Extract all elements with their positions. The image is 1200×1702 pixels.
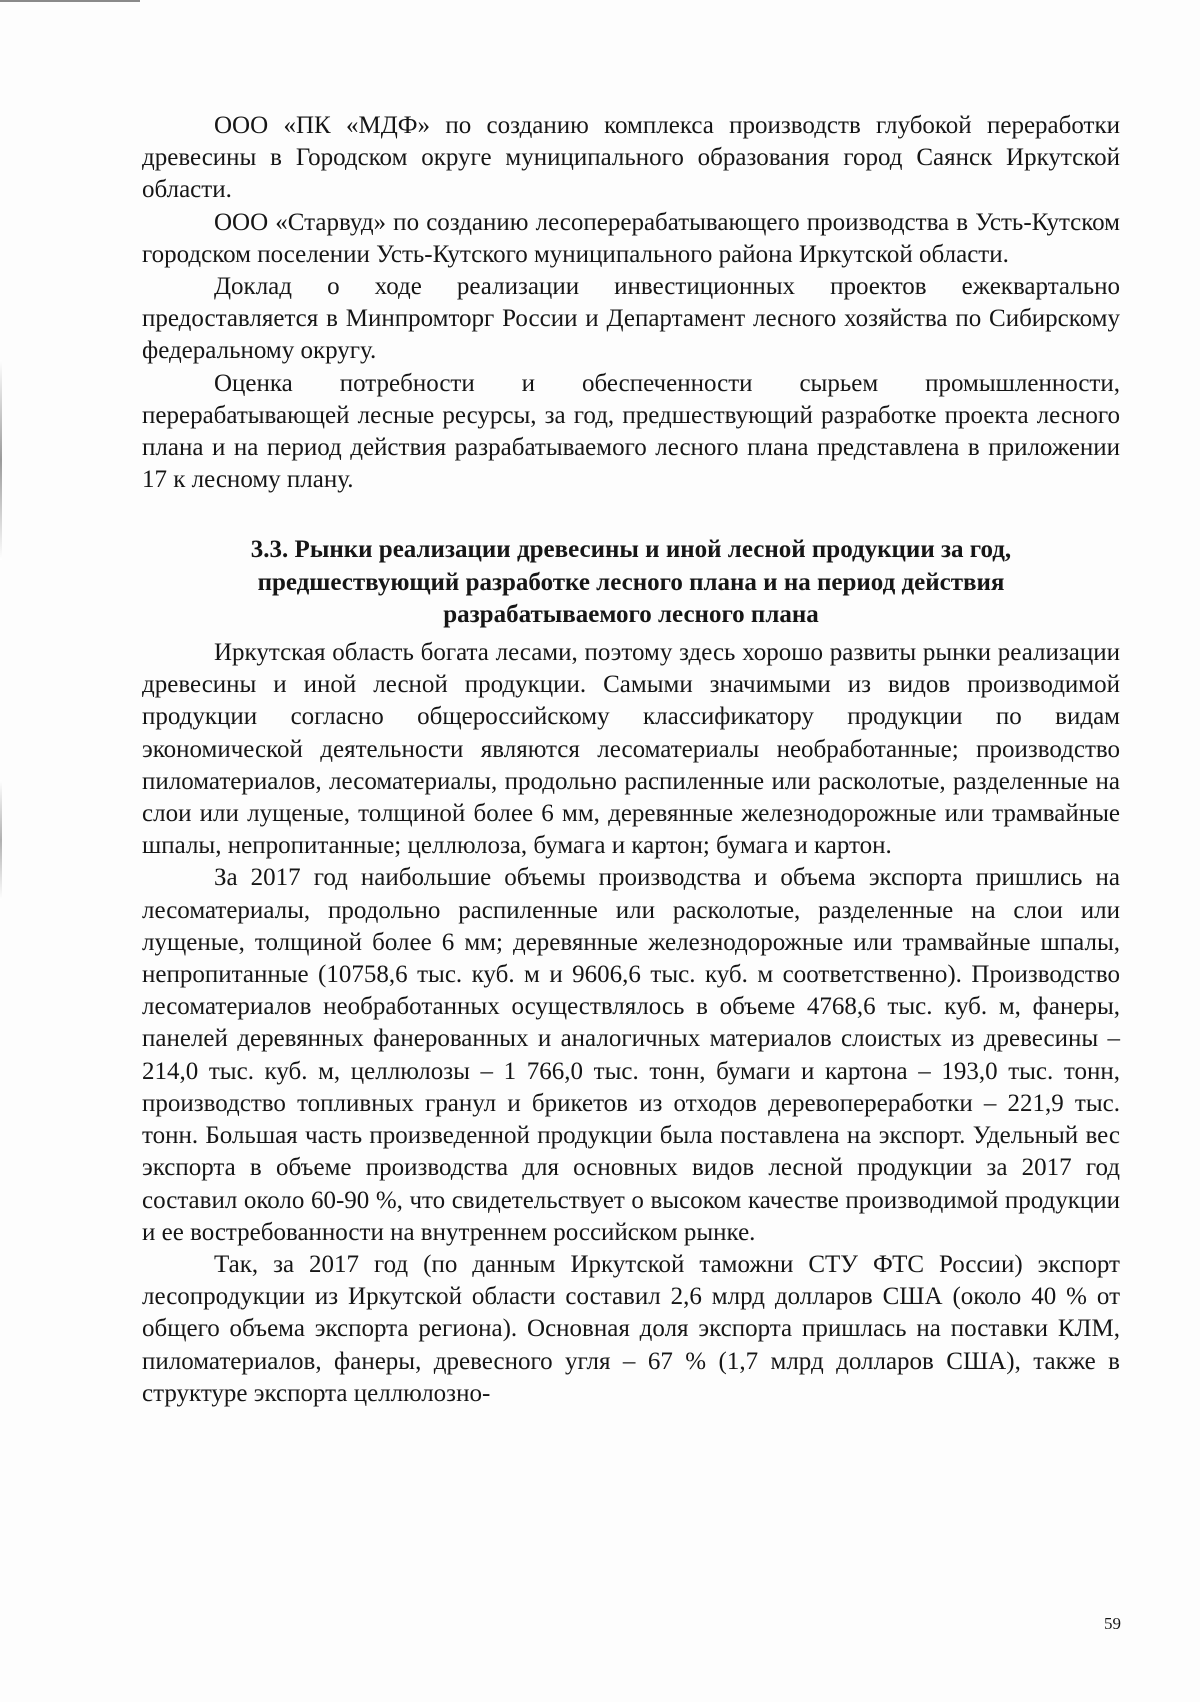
section-heading: 3.3. Рынки реализации древесины и иной лесной продукции за год, предшествующий разработке лесного плана и на период действия разрабатываемого лесного плана	[250, 536, 1012, 628]
paragraph-starvud: ООО «Старвуд» по созданию лесоперерабатывающего производства в Усть-Кутском городском поселении Усть-Кутского муниципального района Иркутской области.	[142, 208, 1120, 268]
paragraph-production-2017: За 2017 год наибольшие объемы производства и объема экспорта пришлись на лесоматериалы, продольно распиленные или расколотые, разделенные на слои или лущеные, толщиной более 6 мм; деревянные железнодорожные или трамвайные шпалы, непропитанные (10758,6 тыс. куб. м и 9606,6 тыс. куб. м соответственно). Производство лесоматериалов необработанных осуществлялось в объеме 4768,6 тыс. куб. м, фанеры, панелей деревянных фанерованных и аналогичных материалов слоистых из древесины – 214,0 тыс. куб. м, целлюлозы – 1 766,0 тыс. тонн, бумаги и картона – 193,0 тыс. тонн, производство топливных гранул и брикетов из отходов деревопереработки – 221,9 тыс. тонн. Большая часть произведенной продукции была поставлена на экспорт. Удельный вес экспорта в объеме производства для основных видов лесной продукции за 2017 год составил около 60-90 %, что свидетельствует о высоком качестве производимой продукции и ее востребованности на внутреннем российском рынке.	[142, 864, 1120, 1246]
paragraph-markets: Иркутская область богата лесами, поэтому здесь хорошо развиты рынки реализации древесины и иной лесной продукции. Самыми значимыми из видов производимой продукции согласно общероссийскому классификатору продукции по видам экономической деятельности являются лесоматериалы необработанные; производство пиломатериалов, лесоматериалы, продольно распиленные или расколотые, разделенные на слои или лущеные, толщиной более 6 мм, деревянные железнодорожные или трамвайные шпалы, непропитанные; целлюлоза, бумага и картон; бумага и картон.	[142, 639, 1120, 860]
document-body	[142, 110, 1120, 1410]
paragraph-assessment: Оценка потребности и обеспеченности сырьем промышленности, перерабатывающей лесные ресурсы, за год, предшествующий разработке проекта лесного плана и на период действия разрабатываемого лесного плана представлена в приложении 17 к лесному плану.	[142, 369, 1120, 494]
paragraph-pk-mdf: ООО «ПК «МДФ» по созданию комплекса производств глубокой переработки древесины в Городском округе муниципального образования город Саянск Иркутской области.	[142, 112, 1120, 204]
scan-artifact-left-edge-lower	[0, 780, 2, 900]
scan-artifact-left-edge	[0, 360, 2, 560]
paragraph-export-2017: Так, за 2017 год (по данным Иркутской таможни СТУ ФТС России) экспорт лесопродукции из Иркутской области составил 2,6 млрд долларов США (около 40 % от общего объема экспорта региона). Основная доля экспорта пришлась на поставки КЛМ, пиломатериалов, фанеры, древесного угля – 67 % (1,7 млрд долларов США), также в структуре экспорта целлюлозно-	[142, 1250, 1120, 1407]
page-number: 59	[1104, 1614, 1121, 1633]
scan-artifact-top-line	[0, 0, 140, 2]
paragraph-report: Доклад о ходе реализации инвестиционных проектов ежеквартально предоставляется в Минпромторг России и Департамент лесного хозяйства по Сибирскому федеральному округу.	[142, 273, 1120, 365]
